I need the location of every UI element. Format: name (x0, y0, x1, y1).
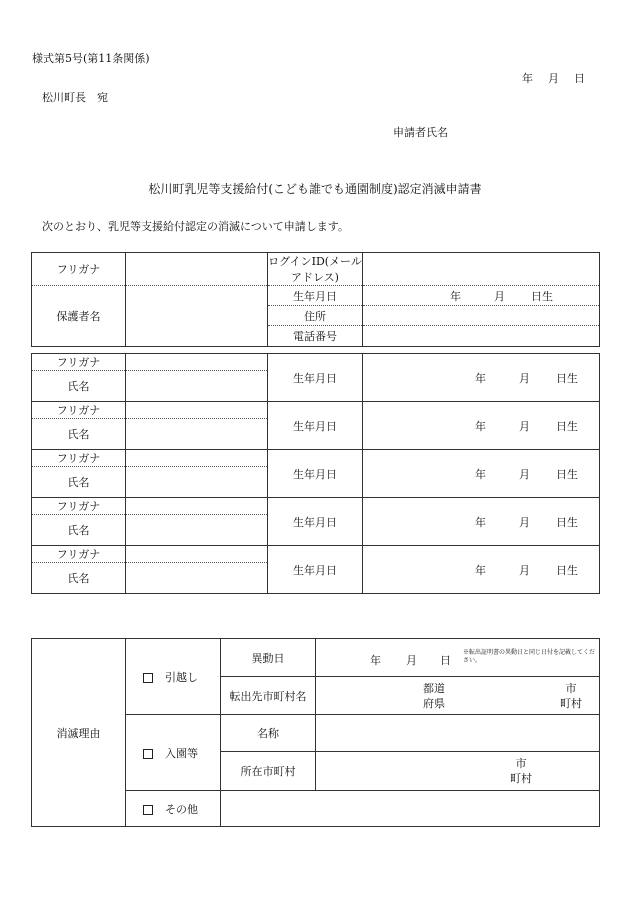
other-checkbox[interactable] (143, 805, 153, 815)
child-birth-label: 生年月日 (268, 546, 363, 594)
child-birth-field[interactable]: 年 月 日生 (363, 354, 600, 402)
child-name-label: 氏名 (32, 371, 126, 402)
destination-field[interactable] (316, 677, 600, 715)
child-birth-field[interactable]: 年 月 日生 (363, 546, 600, 594)
child-name-field[interactable] (126, 419, 268, 450)
child-furigana-field[interactable] (126, 546, 268, 563)
facility-city-suffix: 市 町村 (510, 757, 532, 785)
reason-other-option[interactable]: その他 (126, 791, 221, 827)
guardian-furigana-field[interactable] (126, 253, 268, 286)
child-birth-field[interactable]: 年 月 日生 (363, 450, 600, 498)
enroll-checkbox[interactable] (143, 749, 153, 759)
guardian-phone-label: 電話番号 (268, 326, 363, 347)
other-reason-field[interactable] (221, 791, 600, 827)
guardian-address-field[interactable] (363, 306, 600, 326)
child-name-field[interactable] (126, 515, 268, 546)
child-name-label: 氏名 (32, 467, 126, 498)
child-furigana-field[interactable] (126, 498, 268, 515)
reason-moving-option[interactable]: 引越し (126, 639, 221, 715)
intro-text: 次のとおり、乳児等支援給付認定の消滅について申請します。 (42, 220, 349, 233)
applicant-name-label: 申請者氏名 (393, 126, 448, 139)
child-furigana-field[interactable] (126, 402, 268, 419)
child-furigana-label: フリガナ (32, 354, 126, 371)
child-furigana-label: フリガナ (32, 450, 126, 467)
facility-name-field[interactable] (316, 715, 600, 752)
guardian-table (31, 252, 600, 347)
form-number: 様式第5号(第11条関係) (32, 52, 150, 65)
child-name-label: 氏名 (32, 515, 126, 546)
facility-city-field[interactable] (316, 752, 600, 791)
child-birth-field[interactable]: 年 月 日生 (363, 498, 600, 546)
facility-city-label: 所在市町村 (221, 752, 316, 791)
guardian-birth-label: 生年月日 (268, 286, 363, 306)
move-date-field[interactable]: 年 月 日 ※転出証明書の異動日と同じ日付を記載してください。 (316, 639, 600, 677)
child-name-field[interactable] (126, 371, 268, 402)
child-birth-label: 生年月日 (268, 450, 363, 498)
child-name-field[interactable] (126, 467, 268, 498)
prefecture-suffix: 都道 府県 (423, 682, 445, 710)
reason-enroll-option[interactable]: 入園等 (126, 715, 221, 791)
child-furigana-label: フリガナ (32, 546, 126, 563)
child-furigana-label: フリガナ (32, 402, 126, 419)
login-id-label: ログインID(メールアドレス) (268, 253, 363, 286)
move-date-label: 異動日 (221, 639, 316, 677)
guardian-birth-field[interactable]: 年 月 日生 (363, 286, 600, 306)
guardian-furigana-label: フリガナ (32, 253, 126, 286)
guardian-name-label: 保護者名 (32, 286, 126, 347)
reason-table (31, 638, 600, 827)
child-birth-field[interactable]: 年 月 日生 (363, 402, 600, 450)
login-id-field[interactable] (363, 253, 600, 286)
moving-checkbox[interactable] (143, 673, 153, 683)
city-suffix: 市 町村 (560, 682, 582, 710)
child-name-label: 氏名 (32, 419, 126, 450)
date-line: 年 月 日 (522, 72, 587, 85)
child-birth-label: 生年月日 (268, 354, 363, 402)
child-name-label: 氏名 (32, 563, 126, 594)
guardian-phone-field[interactable] (363, 326, 600, 347)
facility-name-label: 名称 (221, 715, 316, 752)
move-date-note: ※転出証明書の異動日と同じ日付を記載してください。 (463, 649, 596, 664)
child-furigana-label: フリガナ (32, 498, 126, 515)
child-furigana-field[interactable] (126, 450, 268, 467)
addressee: 松川町長 宛 (42, 91, 108, 104)
child-birth-label: 生年月日 (268, 402, 363, 450)
child-name-field[interactable] (126, 563, 268, 594)
child-furigana-field[interactable] (126, 354, 268, 371)
guardian-address-label: 住所 (268, 306, 363, 326)
destination-label: 転出先市町村名 (221, 677, 316, 715)
page-title: 松川町乳児等支援給付(こども誰でも通園制度)認定消滅申請書 (148, 182, 482, 196)
children-table (31, 353, 600, 594)
reason-label: 消滅理由 (32, 639, 126, 827)
child-birth-label: 生年月日 (268, 498, 363, 546)
guardian-name-field[interactable] (126, 286, 268, 347)
